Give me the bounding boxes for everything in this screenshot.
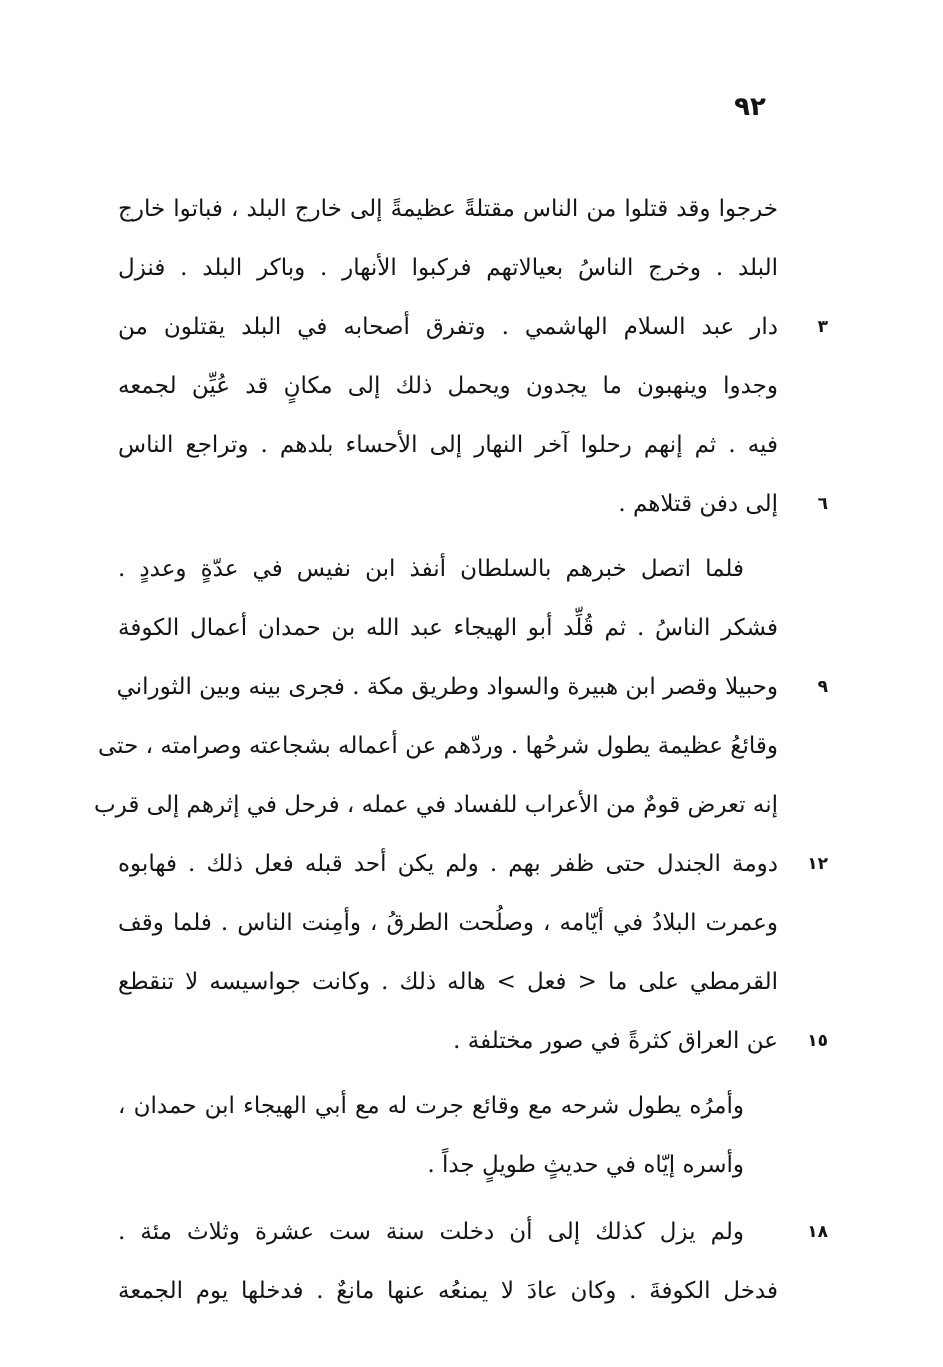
line-number: ٩ — [817, 677, 828, 697]
text-line — [118, 1203, 828, 1262]
line-text: البلد . وخرج الناسُ بعيالاتهم فركبوا الأنهار . وباكر البلد . فنزل — [118, 255, 778, 281]
line-number: ٣ — [817, 317, 828, 337]
line-text: عن العراق كثرةً في صور مختلفة . — [453, 1028, 778, 1054]
text-line — [118, 540, 778, 599]
text-line — [116, 658, 828, 717]
text-line — [118, 239, 778, 298]
text-line — [118, 1136, 778, 1195]
line-number: ١٢ — [807, 854, 828, 874]
line-text: القرمطي على ما < فعل > هاله ذلك . وكانت جواسيسه لا تنقطع — [118, 969, 778, 995]
text-line — [118, 416, 778, 475]
text-line — [118, 298, 828, 357]
text-line — [118, 835, 828, 894]
line-text: فدخل الكوفةَ . وكان عادَ لا يمنعُه عنها مانعٌ . فدخلها يوم الجمعة — [118, 1278, 778, 1304]
text-line — [118, 1262, 778, 1321]
line-text: وحبيلا وقصر ابن هبيرة والسواد وطريق مكة . فجرى بينه وبين الثوراني — [116, 674, 778, 700]
text-line — [118, 894, 778, 953]
text-line — [118, 599, 778, 658]
line-text: وجدوا وينهبون ما يجدون ويحمل ذلك إلى مكانٍ قد عُيِّن لجمعه — [118, 373, 778, 399]
line-text: فشكر الناسُ . ثم قُلِّد أبو الهيجاء عبد الله بن حمدان أعمال الكوفة — [118, 615, 778, 641]
line-text: وأمرُه يطول شرحه مع وقائع جرت له مع أبي الهيجاء ابن حمدان ، — [118, 1093, 744, 1119]
line-text: وقائعُ عظيمة يطول شرحُها . وردّهم عن أعماله بشجاعته وصرامته ، حتى — [97, 733, 778, 759]
line-text: إنه تعرض قومٌ من الأعراب للفساد في عمله ، فرحل في إثرهم إلى قرب — [94, 792, 778, 818]
text-line — [118, 475, 828, 534]
text-line — [118, 357, 778, 416]
text-line — [118, 1077, 778, 1136]
line-text: دار عبد السلام الهاشمي . وتفرق أصحابه في البلد يقتلون من — [118, 314, 778, 340]
line-number: ١٨ — [807, 1222, 828, 1242]
text-line — [118, 953, 778, 1012]
line-text: دومة الجندل حتى ظفر بهم . ولم يكن أحد قبله فعل ذلك . فهابوه — [118, 851, 779, 877]
body-text — [94, 180, 828, 1321]
text-line — [118, 1012, 828, 1071]
text-line — [118, 180, 778, 239]
text-line — [97, 717, 778, 776]
line-text: فلما اتصل خبرهم بالسلطان أنفذ ابن نفيس في عدّةٍ وعددٍ . — [118, 556, 744, 582]
line-text: فيه . ثم إنهم رحلوا آخر النهار إلى الأحساء بلدهم . وتراجع الناس — [118, 432, 778, 458]
line-text: ولم يزل كذلك إلى أن دخلت سنة ست عشرة وثلاث مئة . — [118, 1219, 744, 1245]
line-number: ١٥ — [807, 1031, 828, 1051]
line-number: ٦ — [817, 494, 828, 514]
line-text: إلى دفن قتلاهم . — [618, 491, 778, 517]
line-text: وأسره إيّاه في حديثٍ طويلٍ جداً . — [427, 1152, 744, 1178]
text-line — [94, 776, 778, 835]
line-text: وعمرت البلادُ في أيّامه ، وصلُحت الطرقُ ، وأمِنت الناس . فلما وقف — [118, 910, 778, 936]
page-number: ٩٢ — [734, 92, 766, 122]
line-text: خرجوا وقد قتلوا من الناس مقتلةً عظيمةً إلى خارج البلد ، فباتوا خارج — [118, 196, 778, 222]
